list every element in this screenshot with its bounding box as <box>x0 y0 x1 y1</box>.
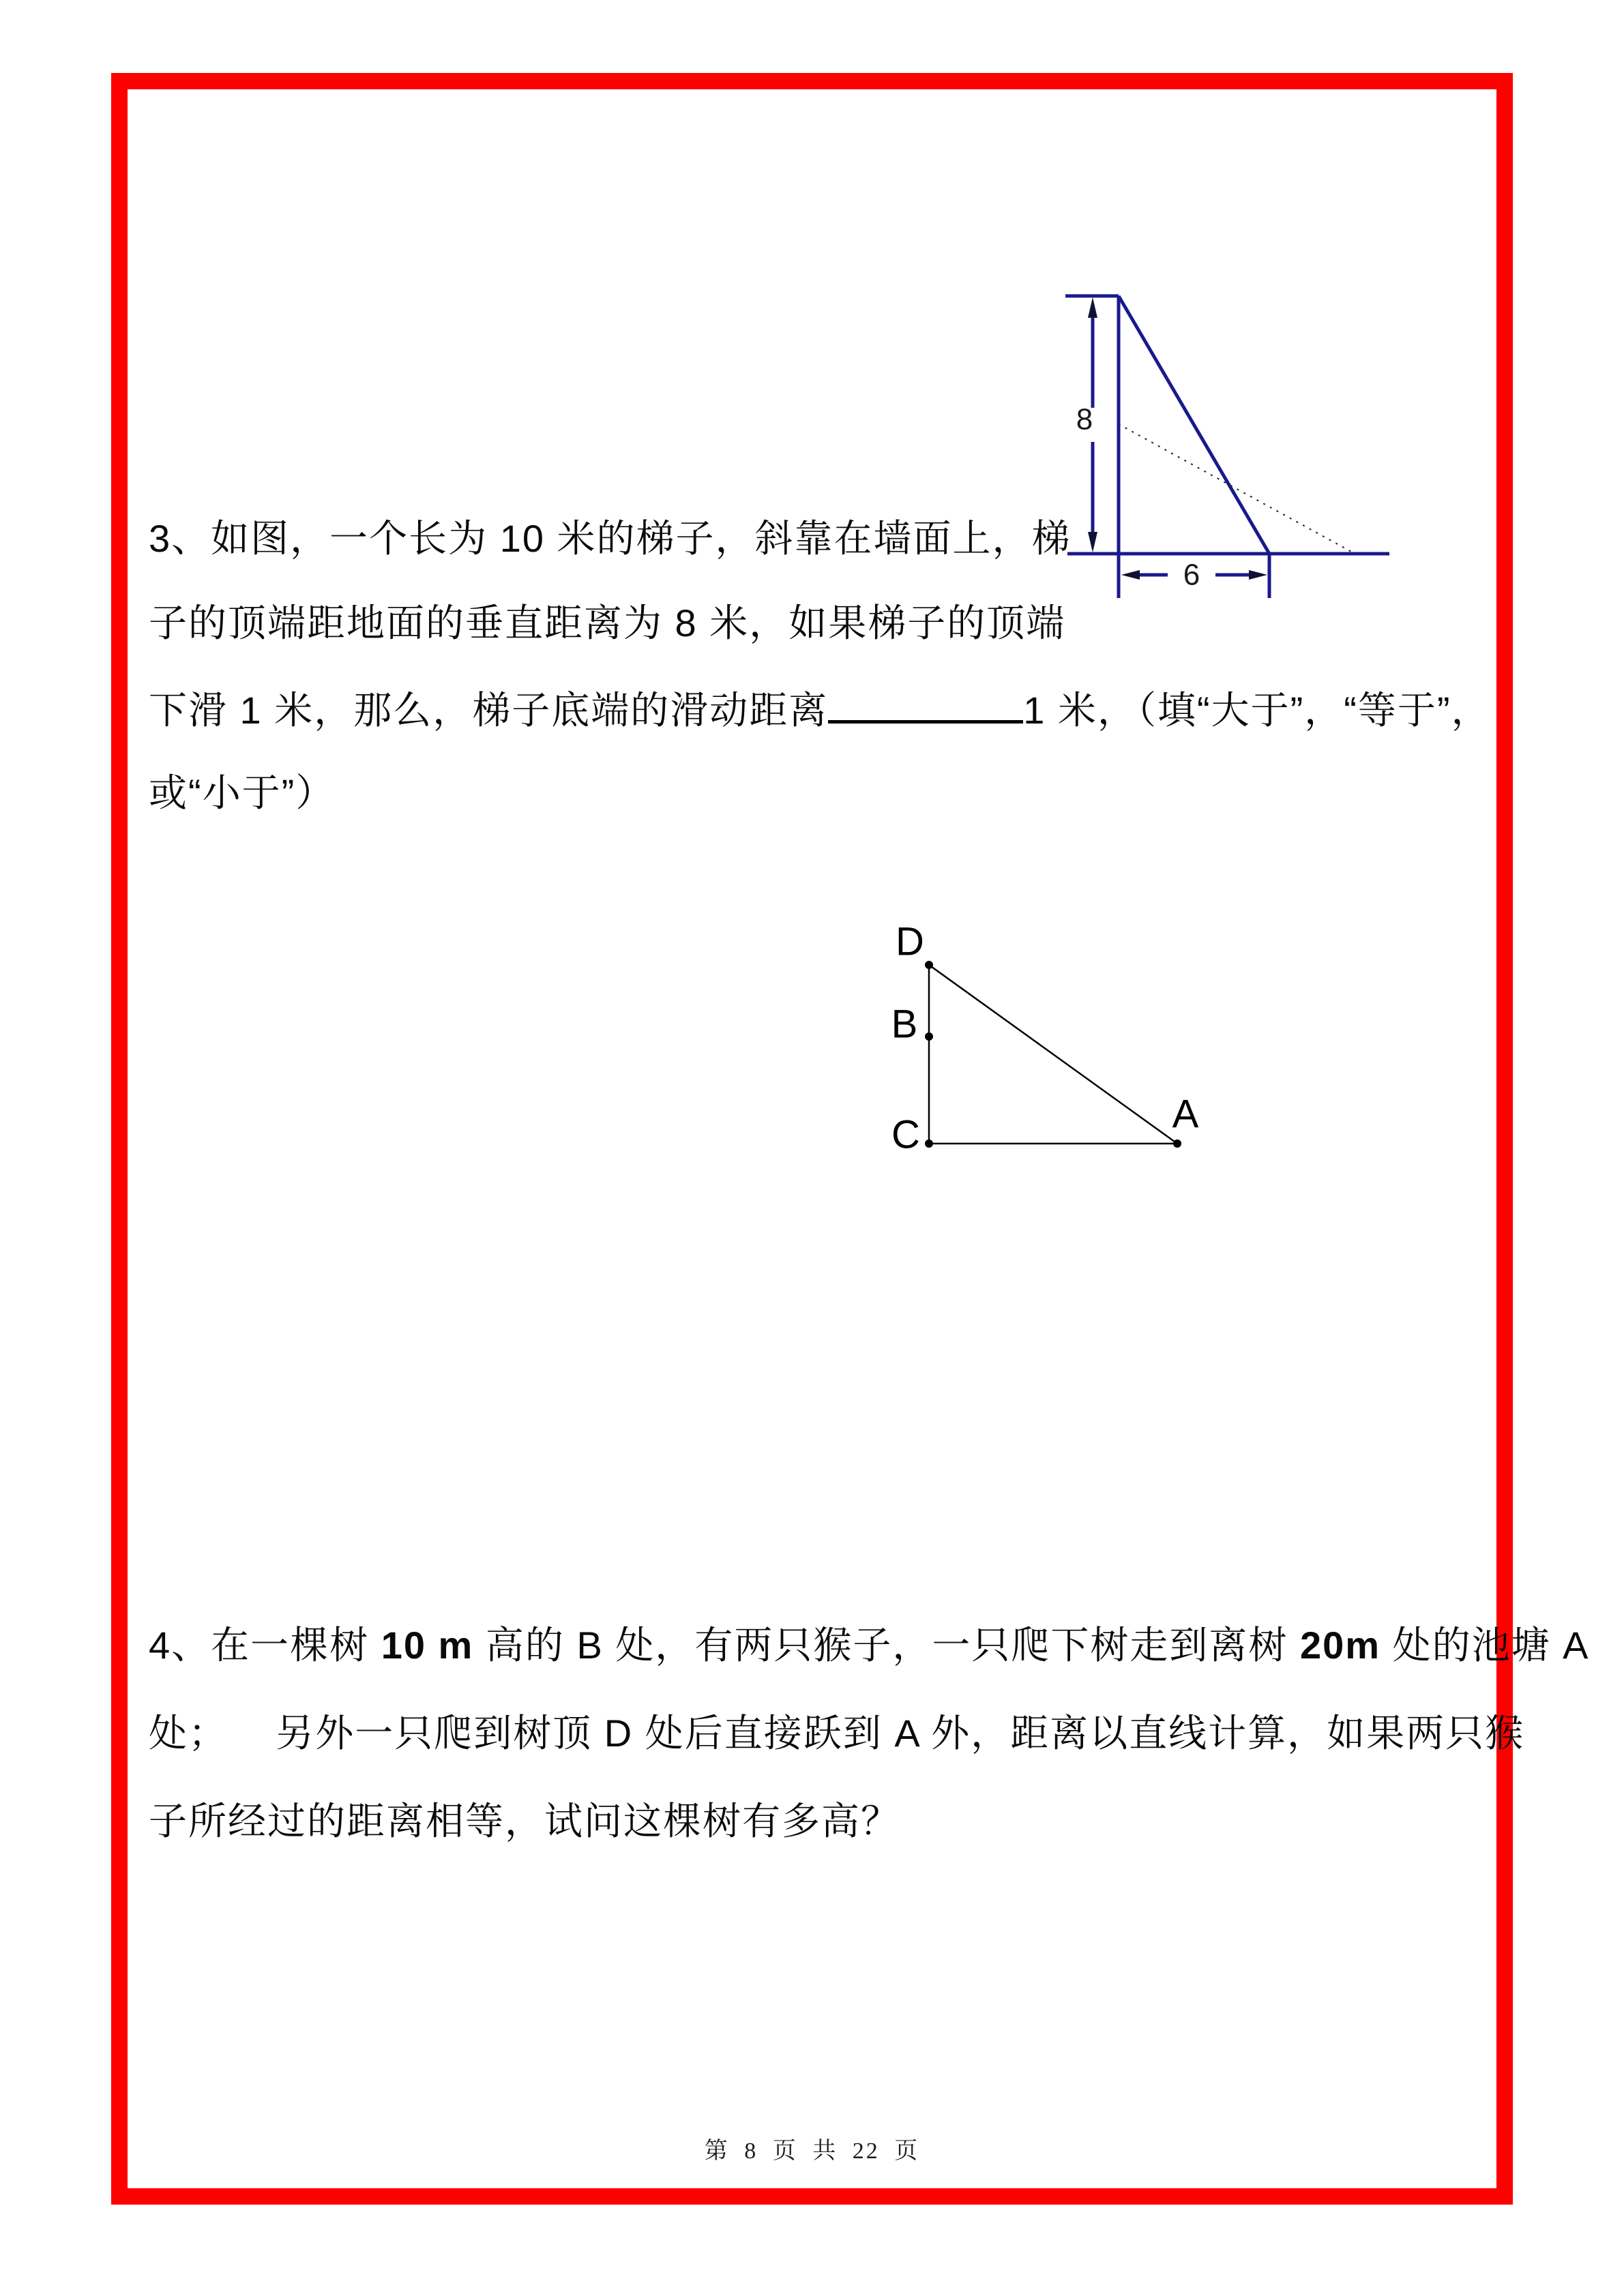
problem4-line-3: 子所经过的距离相等，试问这棵树有多高？ <box>149 1800 900 1843</box>
problem3-line-1: 3、如图，一个长为 10 米的梯子，斜靠在墙面上，梯 <box>149 517 1072 560</box>
label-C: C <box>891 1112 920 1157</box>
point-C-dot <box>925 1139 933 1148</box>
slid-ladder-dotted-line <box>1119 424 1353 552</box>
text-segment: 高的 B 处，有两只猴子，一只爬下树走到离树 <box>473 1624 1300 1667</box>
page-number-footer: 第 8 页 共 22 页 <box>704 2138 920 2164</box>
text-segment: 下滑 1 米，那么，梯子底端的滑动距离 <box>149 689 829 732</box>
problem3-line-3 <box>149 687 1491 731</box>
ladder-wall-figure <box>1050 286 1398 607</box>
height-dimension-label: 8 <box>1076 402 1093 436</box>
problem3-line-2: 子的顶端距地面的垂直距离为 8 米，如果梯子的顶端 <box>149 601 1066 644</box>
bold-text-segment: 10 m <box>381 1624 474 1667</box>
ladder-line <box>1119 296 1269 554</box>
problem4-line-2: 处； 另外一只爬到树顶 D 处后直接跃到 A 外，距离以直线计算，如果两只猴 <box>149 1712 1525 1755</box>
hypotenuse-DA-line <box>929 965 1177 1144</box>
text-segment: 4、在一棵树 <box>149 1624 381 1667</box>
answer-blank-underline <box>828 687 1023 724</box>
label-A: A <box>1172 1092 1199 1137</box>
point-A-dot <box>1173 1139 1181 1148</box>
text-segment: 1 米，（填“大于”，“等于”， <box>1023 689 1491 732</box>
label-D: D <box>896 927 924 964</box>
label-B: B <box>891 1002 918 1047</box>
problem4-line-1 <box>149 1625 1590 1666</box>
problem3-line-4: 或“小于”） <box>149 771 336 814</box>
bold-text-segment: 20m <box>1299 1624 1381 1667</box>
point-D-dot <box>925 961 933 969</box>
triangle-figure <box>880 927 1235 1173</box>
point-B-dot <box>925 1032 933 1041</box>
base-dimension-label: 6 <box>1183 558 1200 592</box>
text-segment: 处的池塘 A <box>1381 1624 1590 1667</box>
